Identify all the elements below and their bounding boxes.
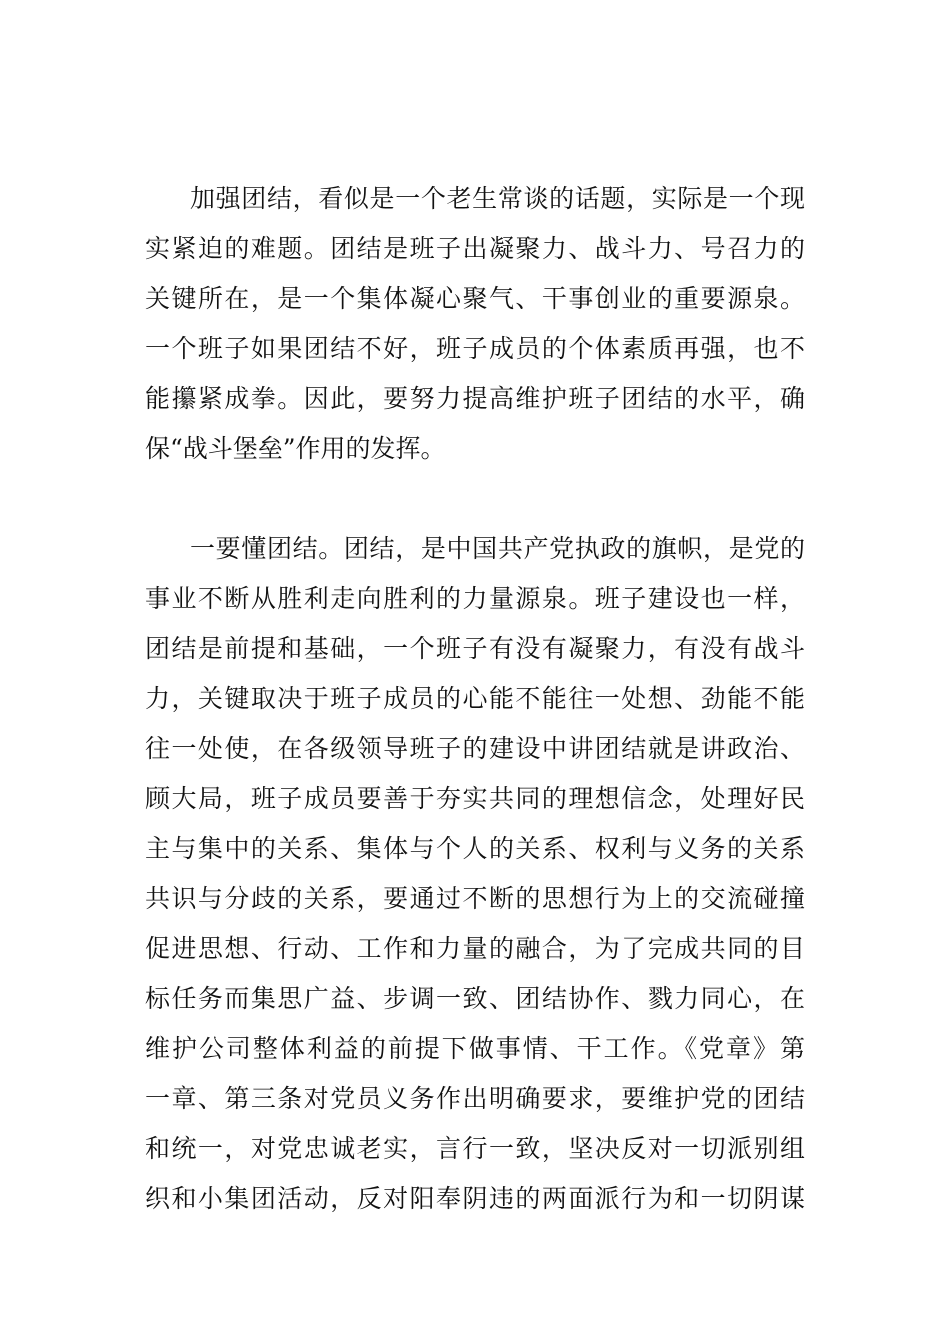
paragraph-line: 事业不断从胜利走向胜利的力量源泉。班子建设也一样， — [145, 584, 805, 613]
paragraph-understand-unity — [145, 524, 805, 1224]
paragraph-line: 主与集中的关系、集体与个人的关系、权利与义务的关系 — [145, 834, 805, 863]
paragraph-line: 标任务而集思广益、步调一致、团结协作、戮力同心，在 — [145, 984, 805, 1013]
paragraph-line: 共识与分歧的关系，要通过不断的思想行为上的交流碰撞 — [145, 884, 805, 913]
paragraph-line: 实紧迫的难题。团结是班子出凝聚力、战斗力、号召力的 — [145, 234, 805, 263]
paragraph-line: 促进思想、行动、工作和力量的融合，为了完成共同的目 — [145, 934, 805, 963]
paragraph-line: 一要懂团结。团结，是中国共产党执政的旗帜，是党的 — [190, 534, 805, 563]
paragraph-line: 关键所在，是一个集体凝心聚气、干事创业的重要源泉。 — [145, 284, 805, 313]
paragraph-line: 团结是前提和基础，一个班子有没有凝聚力，有没有战斗 — [145, 634, 805, 663]
paragraph-line: 和统一，对党忠诚老实，言行一致，坚决反对一切派别组 — [145, 1134, 805, 1163]
paragraph-line: 能攥紧成拳。因此，要努力提高维护班子团结的水平，确 — [145, 384, 805, 413]
paragraph-unity-intro — [145, 174, 805, 474]
paragraph-line: 维护公司整体利益的前提下做事情、干工作。《党章》第 — [145, 1034, 805, 1063]
paragraph-line: 加强团结，看似是一个老生常谈的话题，实际是一个现 — [190, 184, 805, 213]
paragraph-line: 往一处使，在各级领导班子的建设中讲团结就是讲政治、 — [145, 734, 805, 763]
paragraph-line: 顾大局，班子成员要善于夯实共同的理想信念，处理好民 — [145, 784, 805, 813]
paragraph-line: 一个班子如果团结不好，班子成员的个体素质再强，也不 — [145, 334, 805, 363]
paragraph-line: 保“战斗堡垒”作用的发挥。 — [145, 434, 446, 463]
paragraph-line: 力，关键取决于班子成员的心能不能往一处想、劲能不能 — [145, 684, 805, 713]
paragraph-line: 织和小集团活动，反对阳奉阴违的两面派行为和一切阴谋 — [145, 1184, 805, 1213]
paragraph-line: 一章、第三条对党员义务作出明确要求，要维护党的团结 — [145, 1084, 805, 1113]
